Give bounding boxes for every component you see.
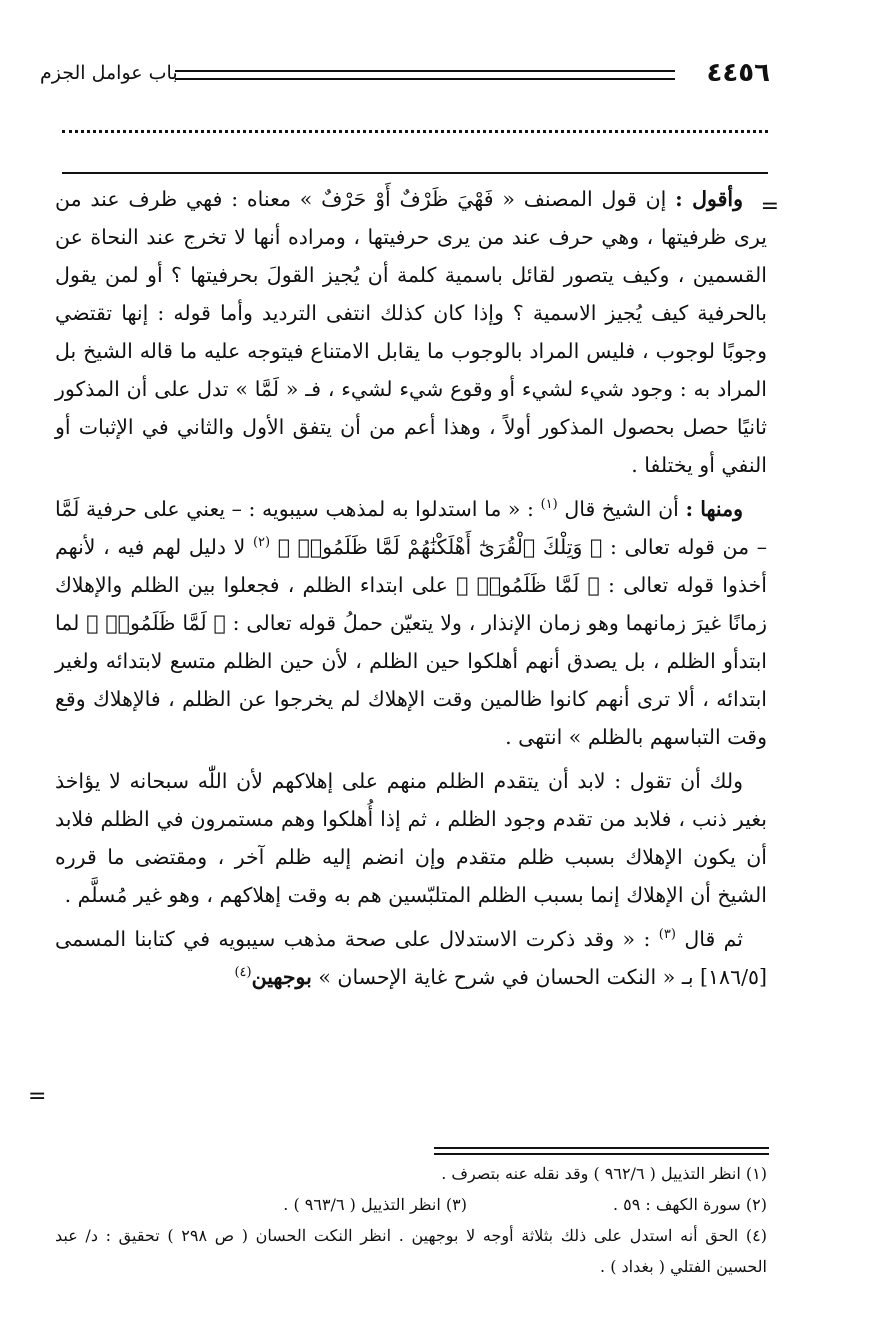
footnote-1: (١) انظر التذييل ( ٩٦٢/٦ ) وقد نقله عنه بتصرف . <box>441 1164 767 1183</box>
continuation-mark-top: = <box>760 194 779 219</box>
dotted-separator <box>62 130 768 133</box>
paragraph-4 <box>55 920 767 996</box>
page-header <box>40 58 770 92</box>
paragraph-2 <box>55 490 767 756</box>
paragraph-bold: بوجهين <box>251 965 312 989</box>
main-text <box>55 180 767 1002</box>
paragraph-text: أن الشيخ قال <box>557 497 686 521</box>
footnote-ref-2: (٢) <box>252 535 271 551</box>
footnote-ref-1: (١) <box>540 497 558 513</box>
footnote-row <box>55 1189 767 1220</box>
footnote-3: (٣) انظر التذييل ( ٩٦٣/٦ ) . <box>283 1195 467 1214</box>
continuation-mark-bottom: = <box>28 1084 47 1109</box>
footnotes <box>55 1158 767 1282</box>
paragraph-text: : « وقد ذكرت الاستدلال على صحة مذهب سيبويه في كتابنا المسمى [١٨٦/٥] بـ « النكت الحسان في شرح غاية الإحسان » <box>55 927 767 989</box>
paragraph-1 <box>55 180 767 484</box>
chapter-title: باب عوامل الجزم <box>40 62 178 84</box>
page-number: ٤٤٥٦ <box>706 58 770 88</box>
paragraph-text: : « ما استدلوا به لمذهب سيبويه : – يعني على حرفية لَمَّا – من قوله تعالى : ﴿ وَتِلْكَ ٱلْقُرَىٰٓ أَهْلَكْنَٰهُمْ لَمَّا ظَلَمُوا۟ ﴾ <box>55 497 768 559</box>
paragraph-text: إن قول المصنف « فَهْيَ ظَرْفٌ أَوْ حَرْفٌ » معناه : فهي ظرف عند من يرى ظرفيتها ، وهي حرف عند من يرى حرفيتها ، ومراده أنها لا تخرج عند النحاة عن القسمين ، وكيف يتصور لقائل باسمية كلمة أن يُجيز القولَ بحرفيتها ؟ أو لمن يقول بالحرفية كيف يُجيز الاسمية ؟ وإذا كان كذلك انتفى الترديد وأما قوله : إنها تقتضي وجوبًا لوجوب ، فليس المراد بالوجوب ما يقابل الامتناع فيتوجه عليه ما قاله الشيخ بل المراد به : وجود شيء لشيء أو وقوع شيء لشيء ، فـ « لَمَّا » تدل على أن المذكور ثانيًا حصل بحصول المذكور أولاً ، وهذا أعم من أن يتفق الأول والثاني في الإثبات أو النفي أو يختلفا . <box>55 187 767 477</box>
footnote-ref-3: (٣) <box>658 927 676 943</box>
footnote-4: (٤) الحق أنه استدل على ذلك بثلاثة أوجه لا بوجهين . انظر النكت الحسان ( ص ٢٩٨ ) تحقيق : د/ عبد الحسين الفتلي ( بغداد ) . <box>55 1226 767 1276</box>
paragraph-lead: وأقول : <box>675 187 743 211</box>
paragraph-text: لا دليل لهم فيه ، لأنهم أخذوا قوله تعالى : ﴿ لَمَّا ظَلَمُوا۟ ﴾ على ابتداء الظلم ، فجعلوا بين الظلم والإهلاك زمانًا غيرَ زمانهما وهو زمان الإنذار ، ولا يتعيّن حملُ قوله تعالى : ﴿ لَمَّا ظَلَمُوا۟ ﴾ لما ابتدأو الظلم ، بل يصدق أنهم أهلكوا حين الظلم ، لأن حين الظلم متسع لابتدائه ولغير ابتدائه ، ألا ترى أنهم كانوا ظالمين وقت الإهلاك لم يخرجوا عن الظلم ، فالإهلاك وقع وقت التباسهم بالظلم » انتهى . <box>55 535 767 749</box>
footnote-separator <box>434 1147 769 1155</box>
footnote-2: (٢) سورة الكهف : ٥٩ . <box>612 1195 767 1214</box>
separator-rule <box>62 172 768 174</box>
footnote-ref-4: (٤) <box>234 965 252 981</box>
header-double-rule <box>175 70 675 80</box>
paragraph-text: ثم قال <box>675 927 744 951</box>
paragraph-lead: ومنها : <box>685 497 744 521</box>
paragraph-3 <box>55 762 767 914</box>
paragraph-text: ولك أن تقول : لابد أن يتقدم الظلم منهم على إهلاكهم لأن اللّٰه سبحانه لا يؤاخذ بغير ذنب ، فلابد من تقدم وجود الظلم ، ثم إذا أُهلكوا وهم مستمرون في الظلم فلابد أن يكون الإهلاك بسبب ظلم متقدم وإن انضم إليه ظلم آخر ، ومقتضى ما قرره الشيخ أن الإهلاك إنما بسبب الظلم المتلبّسين هم به وقت إهلاكهم ، وهو غير مُسلَّم . <box>55 769 767 907</box>
